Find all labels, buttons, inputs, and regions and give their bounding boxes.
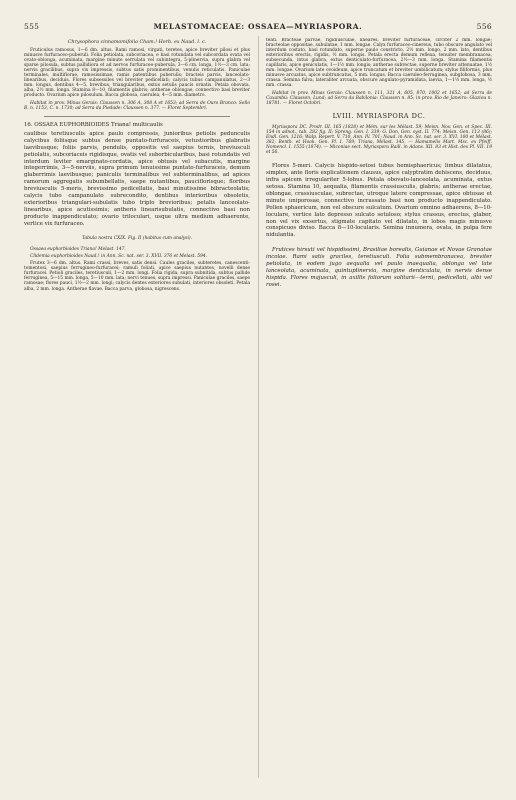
page-number-left: 555 (24, 22, 40, 31)
left-column (24, 38, 250, 783)
running-title: MELASTOMACEAE: OSSAEA—MYRIASPORA. (153, 22, 363, 31)
genus-references: Myriaspora DC. Prodr. III. 165 (1828) et Mém. sur les Mélast. 59; Meisn. Nov. Gen. et Spec. III. 154 in adnot., tab. 282 fig. II; Spreng. Gen. I. 339; G. Don, Gen. syst. II. 774; Meisn. Gen. 113 (86); Endl. Gen. 1216; Walp. Repert. V. 710, Ann. IV. 701; Naud. in Ann. Sc. nat. ser. 3. XVI. 100 et Mélast. 382; Benth. et Hook. Gen. Pl. I. 769; Triana, Mélast. 145. — Hamamelis Mart. Msc. ex Pfeiff. Nomencl. I. 1555 (1874). — Miconiae sect. Myriaspora Baill. in Adans. XII. 83 et Hist. des Pl. VII. 19 et 56. (266, 124, 492, 156)
species-description: Frutex 3—6 dm. altus. Rami crassi, breves, satis densi. Caules graciles, subteretes, canescenti-tomentosi, saepius ferrugineo-furfuracei; ramuli foliati, apice saepius nutantes, novelli dense furfuracei. Petioli graciles, teretiusculi, 1—2 mm. longi. Folia rigida, supra subnitida, subtus pallide ferruginea, 5—15 mm. longa, 5—10 mm. lata; nervi tenues, supra impressi. Paniculae graciles, saepe ramosae; flores pauci, 1½—2 mm. longi; calycis dentes exteriores subulati, interiores obsoleti. Petala alba, 2 mm. longa. Antherae flavae. Bacca parva, globosa, nigrescens. (24, 261, 250, 292)
species-diagnosis: caulibus teretiusculis apice paulo compressis, junioribus petiolis pedunculis calycibus foliisque subtus dense puntato-furfuraceis, vetustioribus glabratis laevibusque; foliis parvis, pendulis, oppositis vel saepius ternis, breviusculi petiolatis, subcoriaceis rigidisque, ovatis vel suborbicularibus, basi rotundatis vel interdum leviter emarginato-cordatis, apice obtusis vel subacutis, margine integerrimis, 3—5-nerviis, supra primum tenuissime puntato-furfuraceis, demum glaberrimis laevibusque; paniculis terminalibus vel subterminalibus, ad apices ramorum aggregatis subumbellatis, saepe nutantibus, pauciflorisque; floribus breviusculis 5-meris, brevissimo pedicellatis, basi minutissime bibracteolatis; calycis tubo campanulato subrecondito, dentibus interioribus obsoletis, exterioribus triangulari-subulatis tubo triplo brevioribus; petalis lanceolato-linearibus, apice acutissimis; antheris linearisubulatis, connectivo basi non producto inappendiculato; ovario triloculari, usque ultra medium adhaerente, vertice vix furfuraceo. (24, 130, 250, 227)
page-number-right: 556 (476, 22, 492, 31)
genus-heading: LVIII. MYRIASPORA DC. (332, 111, 426, 120)
species-number-heading: 16. OSSAEA EUPHORBIOIDES Triana! multicaulis (24, 121, 163, 128)
right-column (266, 38, 492, 783)
species-description: Fruticulus ramosus, 1—6 dm. altus. Rami ramosi, virgati, teretes, apice breviter pilosi et plus minusve furfuraceo-puberuli. Folia petiolata, subcoriacea, e basi rotundata vel subcordata ovata vel ovato-oblonga, acuminata, margine minute serrulata vel subintegra, 5-plinervia, supra glabra vel sparse pilosula, subtus pallidiora et ad nervos furfuraceo-puberula, 3—6 cm. longa, 1½—3 cm. lata; nervis gracilibus, supra vix impressis, subtus satis prominentibus, venulis reticulatis. Paniculae terminales, multiflorae, ramosissimae, ramis patentibus puberulis; bracteis parvis, lanceolato-linearibus, deciduis. Flores subsessiles vel breviter pedicellati; calycis tubus campanulatus, 2—3 mm. longus, dentibus 4—5, brevibus, triangularibus, extus setulis paucis ornatis. Petala obovata, alba, 2½ mm. longa. Stamina 8—10, filamentis glabris; antherae oblongae, connectivo basi breviter producto. Ovarium apice pilosulum. Bacca globosa, caerulea, 4—5 mm. diametro. (24, 48, 250, 99)
genus-description: Flores 5-meri. Calycis hispido-setosi tubus hemisphaericus; limbus dilatatus, simplex, ante floris explicationem clausus, apice calyptratim dehiscens, deciduus, infra apicem irregulariter 5-lobus. Petala obovato-lanceolata, acuminata, extus setosa. Stamina 10, aequalia, filamentis crassiusculis, glabris; antherae erectae, oblongae, crassiusculae, subrectae, utroque latere compressae, apice obtusae et minute uniporosae, connectivo incrassato basi non producto inappendiculato. Pollen sphaericum, non vel obscure sulcatum. Ovarium omnino adhaerens, 8—10-loculare, vertice lato depresso sulcato setuloso; stylus crassus, erectus, glaber, non vel vix exsertus, stigmate capitato vel dilatato, in lobos magis minusve conspicuos diviso. Bacca 8—10-locularis. Semina innumera, ovata, in pulpa fere nidulantia. (266, 163, 492, 239)
separator-rule (44, 116, 230, 117)
page-header (24, 22, 492, 31)
description-continued: teati. Bracteae parvae, rigidiusculae, lineares, breviter furfuraceae, circiter 2 mm. longae; bracteolae oppositae, subulatae, 1 mm. longae. Calyx furfuraceo-cinereus, tubo obscure angulato vel interdum costato, basi rotundato, superne paulo constricto, 2½ mm. longo, 2 mm. lato, dentibus exterioribus erectis, rigidis, ½ mm. longis. Petala erecta demum reflexa, tenuiter membranacea, subsecunda, intus glabra, extus denticulato-furfuracea, 2½—3 mm. longa. Stamina filamentis capillaris, apice geniculatis, 1—1½ mm. longis; antherae subrectae, superne breviter attenuatae, 1½ mm. longae. Ovarium late ovoideum, apice truncatum et breviter umbilicatum; stylus filiformis, plus minusve arcuatus, apice subtruncatus, 5 mm. longus. Bacca caeruleo-ferruginea, subglobosa, 3 mm. crassa. Semina fulva, lateraliter arcuata, obscure angulato-pyramidata, laevia, 1—1½ mm. longa, ½ mm. crassa. (266, 38, 492, 89)
synonym-line: Ossaea euphorbioides Triana! Melast. 147. (30, 246, 126, 252)
genus-habit: Frutices hirsuti vel hispidissimi, Brasiliae borealis, Guianae et Novae Granatae incolae. Rami satis graciles, teretiusculi. Folia submembranacea, breviter petiolata, in eodem jugo aequalia vel paulo inaequalia, oblonga vel late lanceolata, acuminata, quintuplinervia, margine denticulata, in nervis dense hispida. Flores majusculi, in axillis foliorum solitarii—terni, pedicellati, albi vel rosei. (266, 247, 492, 288)
synonym-line: Clidemia euphorbioides Naud.! in Ann. Sc. nat. ser. 3. XVII. 376 et Melast. 594. (30, 254, 208, 260)
habitat-paragraph: Habitat in prov. Minas Gerais: Claussen n. 111, 321 A, 605, 870, 1002 et 1652; ad Serra de Caxambú: Claussen, Lund; ad Serra da Babilonia: Claussen n. 85; in prov. Rio de Janeiro: Glaziou n. 18781. — Floret Octobri. (266, 90, 492, 106)
column-divider (258, 36, 259, 778)
habitat-paragraph: Habitat in prov. Minas Gerais: Claussen n. 306 A, 308 A et 1653; ad Serra de Ouro Branco: Sello B. n. 1153, C. n. 1730; ad Serra da Piedade: Claussen n. 377. — Floret Septembri. (24, 100, 250, 111)
species-heading: Chrysophora cinnamomifolia Cham.! Herb. ex Naud. l. c. (67, 40, 207, 45)
plate-reference: Tabula nostra CXIX. Fig. II (habitus cum analysi). (81, 235, 193, 241)
